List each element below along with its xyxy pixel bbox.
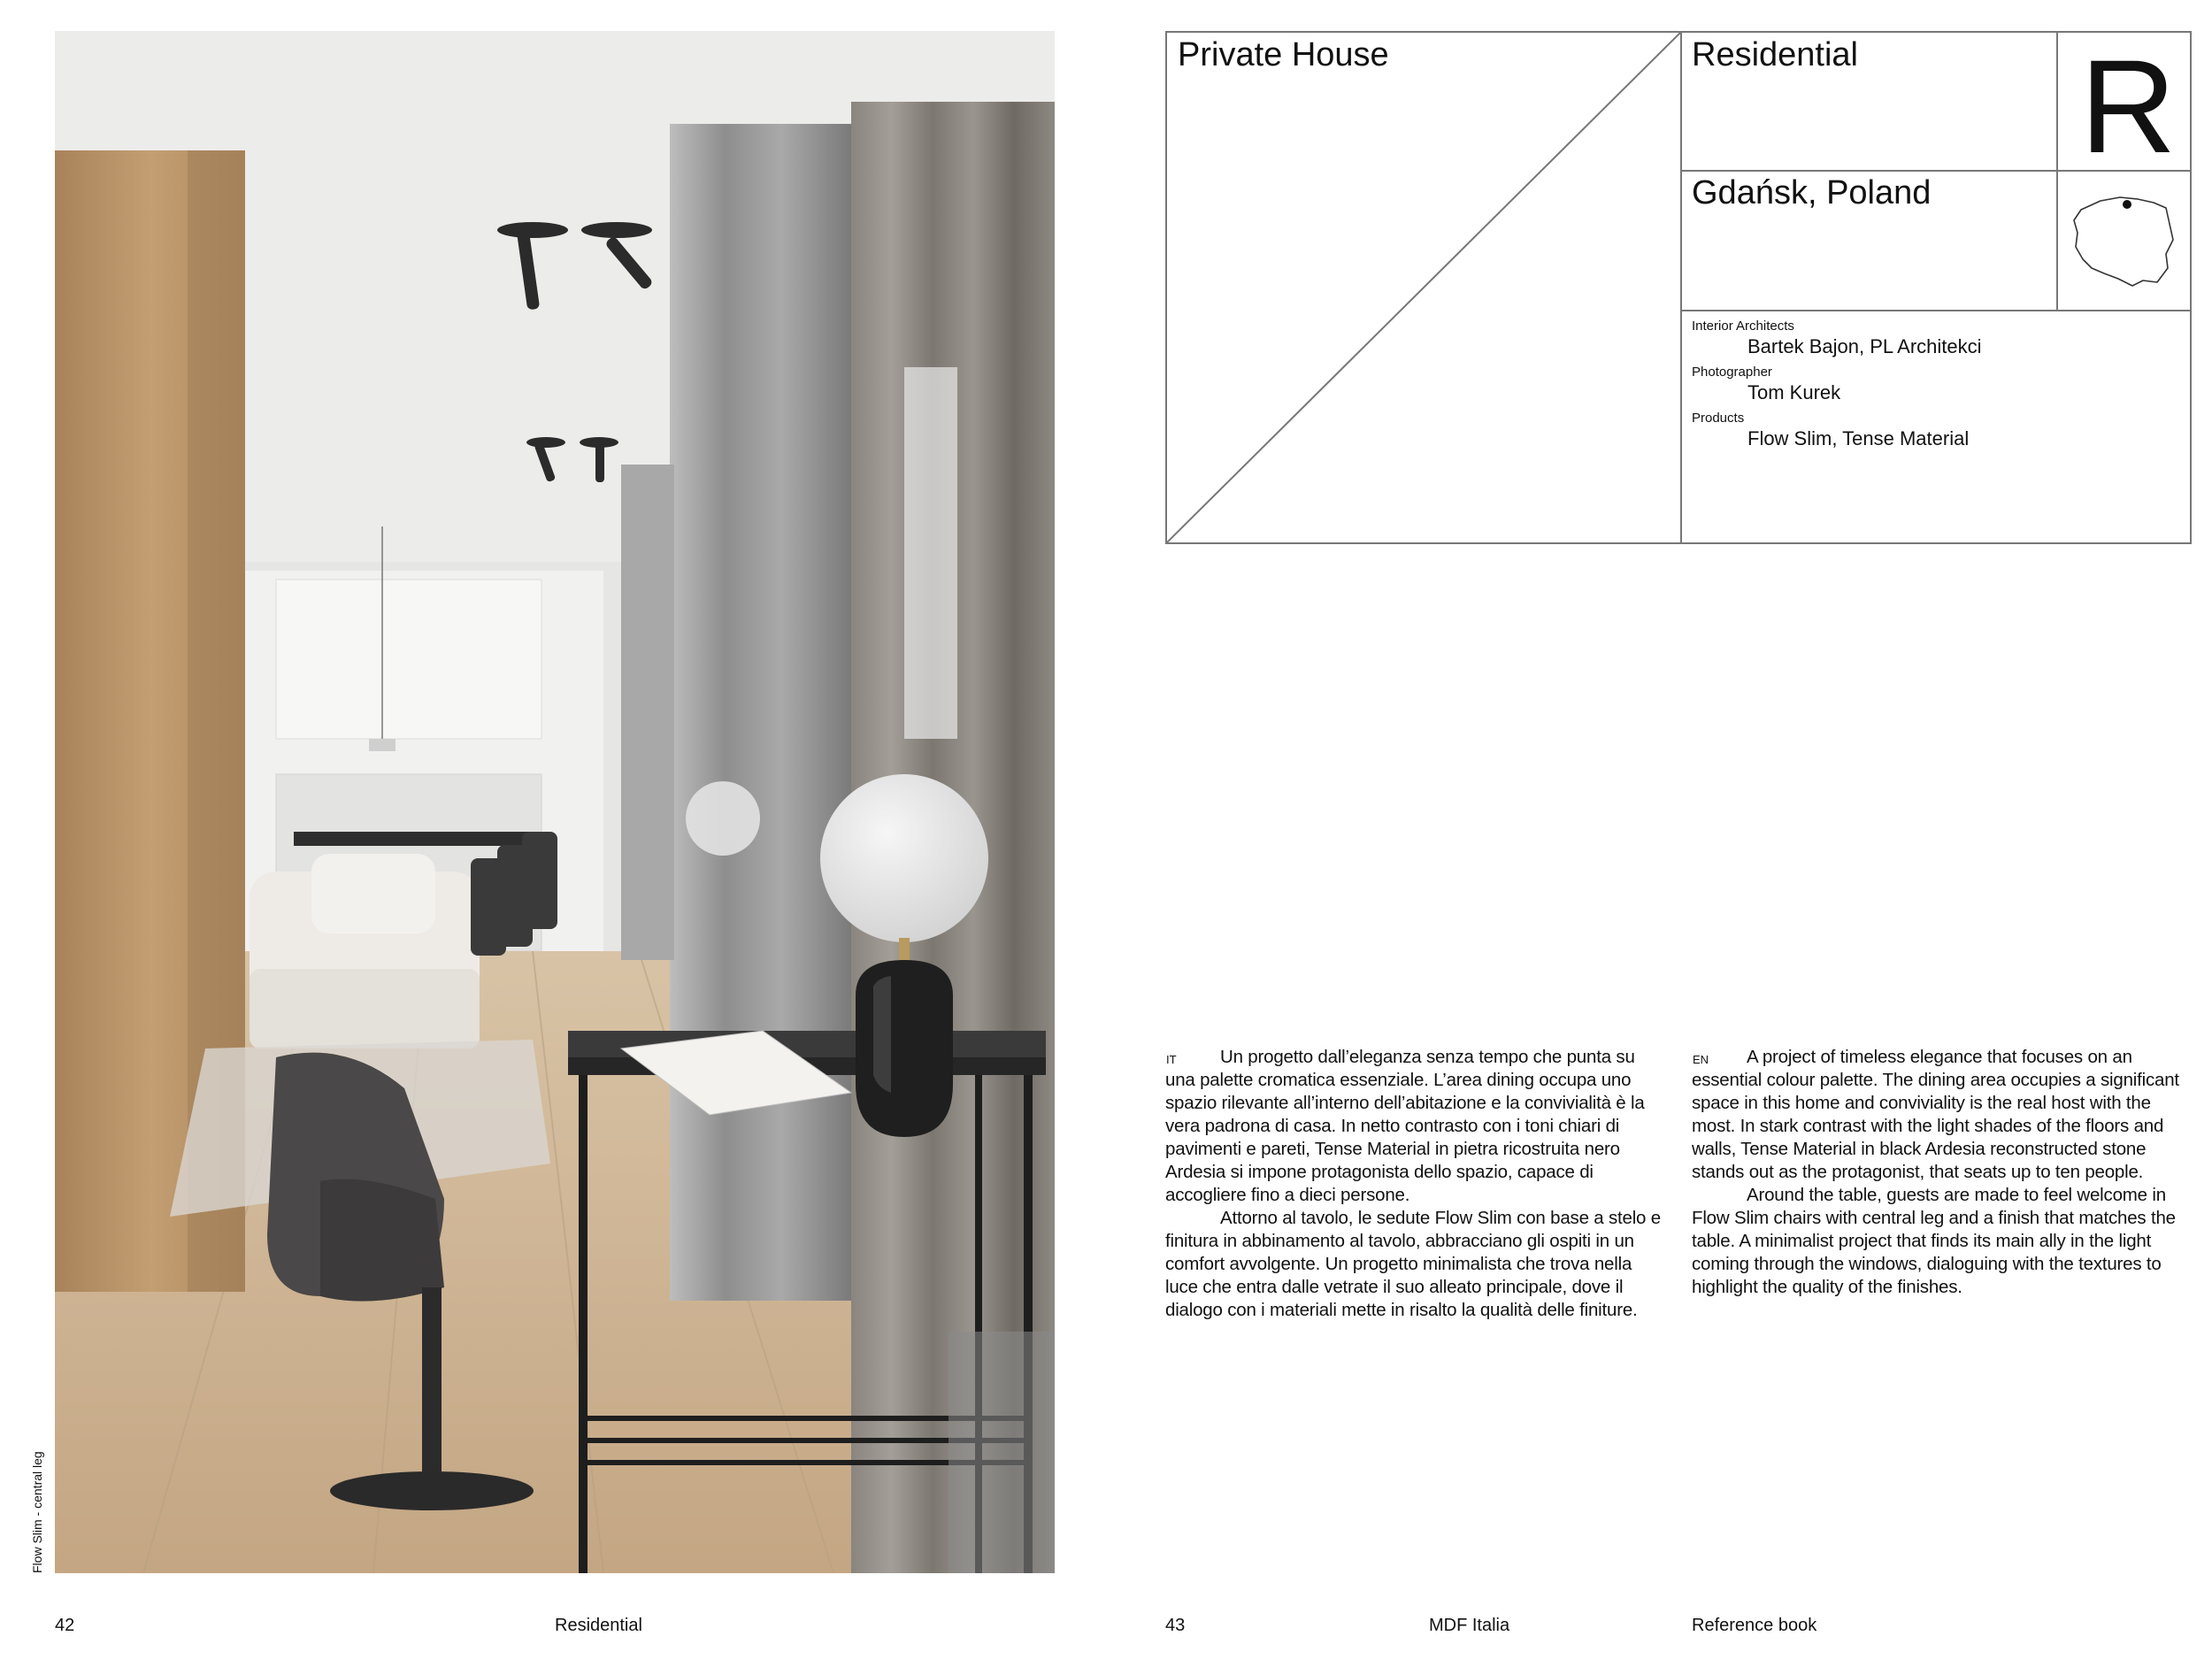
paragraph-en-2: Around the table, guests are made to feel welcome in Flow Slim chairs with central leg and a finish that matches the table. A minimalist project that finds its main ally in the light coming through the windows, dialoguing with the textures to highlight the quality of the finishes. (1692, 1185, 2176, 1297)
credit-label-photographer: Photographer (1692, 365, 1772, 380)
credit-value-photographer: Tom Kurek (1747, 381, 1841, 403)
project-info-box (1165, 31, 2192, 544)
category-letter: R (2080, 32, 2177, 180)
paragraph-it-1: Un progetto dall’eleganza senza tempo che punta su una palette cromatica essenziale. L’area dining occupa uno spazio rilevante all’interno dell’abitazione e la convivialità è la vera padrona di casa. In netto contrasto con i toni chiari di pavimenti e pareti, Tense Material in pietra ricostruita nero Ardesia si impone protagonista dello spazio, capace di accogliere fino a dieci persone. (1165, 1047, 1645, 1205)
publication-name: Reference book (1692, 1616, 1817, 1635)
project-category: Residential (1692, 36, 1858, 73)
interior-photo (55, 31, 1055, 1573)
page-number-left: 42 (55, 1616, 75, 1635)
credit-label-products: Products (1692, 411, 1745, 426)
body-text-italian (1165, 1046, 1661, 1322)
project-location: Gdańsk, Poland (1692, 174, 1932, 211)
paragraph-it-2: Attorno al tavolo, le sedute Flow Slim con base a stelo e finitura in abbinamento al tavolo, abbracciano gli ospiti in un comfort avvolgente. Un progetto minimalista che trova nella luce che entra dalle vetrate il suo alleato principale, dove il dialogo con i materiali mette in risalto la qualità delle finiture. (1165, 1208, 1661, 1320)
project-name: Private House (1178, 36, 1389, 73)
diagonal-rule (1167, 33, 1682, 542)
body-text-english (1692, 1046, 2187, 1299)
photo-illustration (55, 31, 1055, 1573)
section-name-left: Residential (555, 1616, 642, 1635)
lang-tag-en: EN (1693, 1053, 1709, 1066)
credit-value-architects: Bartek Bajon, PL Architekci (1747, 335, 1982, 357)
lang-tag-it: IT (1166, 1053, 1177, 1066)
poland-map-icon (2065, 181, 2180, 296)
credit-value-products: Flow Slim, Tense Material (1747, 427, 1970, 449)
credit-label-architects: Interior Architects (1692, 319, 1794, 334)
divider-horizontal-2 (1680, 310, 2190, 311)
divider-vertical-icons (2056, 33, 2058, 311)
paragraph-en-1: A project of timeless elegance that focuses on an essential colour palette. The dining area occupies a significant space in this home and conviviality is the real host with the most. In stark contrast with the light shades of the floors and walls, Tense Material in black Ardesia reconstructed stone stands out as the protagonist, that seats up to ten people. (1692, 1047, 2179, 1182)
brand-name: MDF Italia (1429, 1616, 1510, 1635)
page-number-right: 43 (1165, 1616, 1186, 1635)
divider-vertical-main (1680, 33, 1682, 542)
photo-caption: Flow Slim - central leg (30, 1451, 44, 1573)
